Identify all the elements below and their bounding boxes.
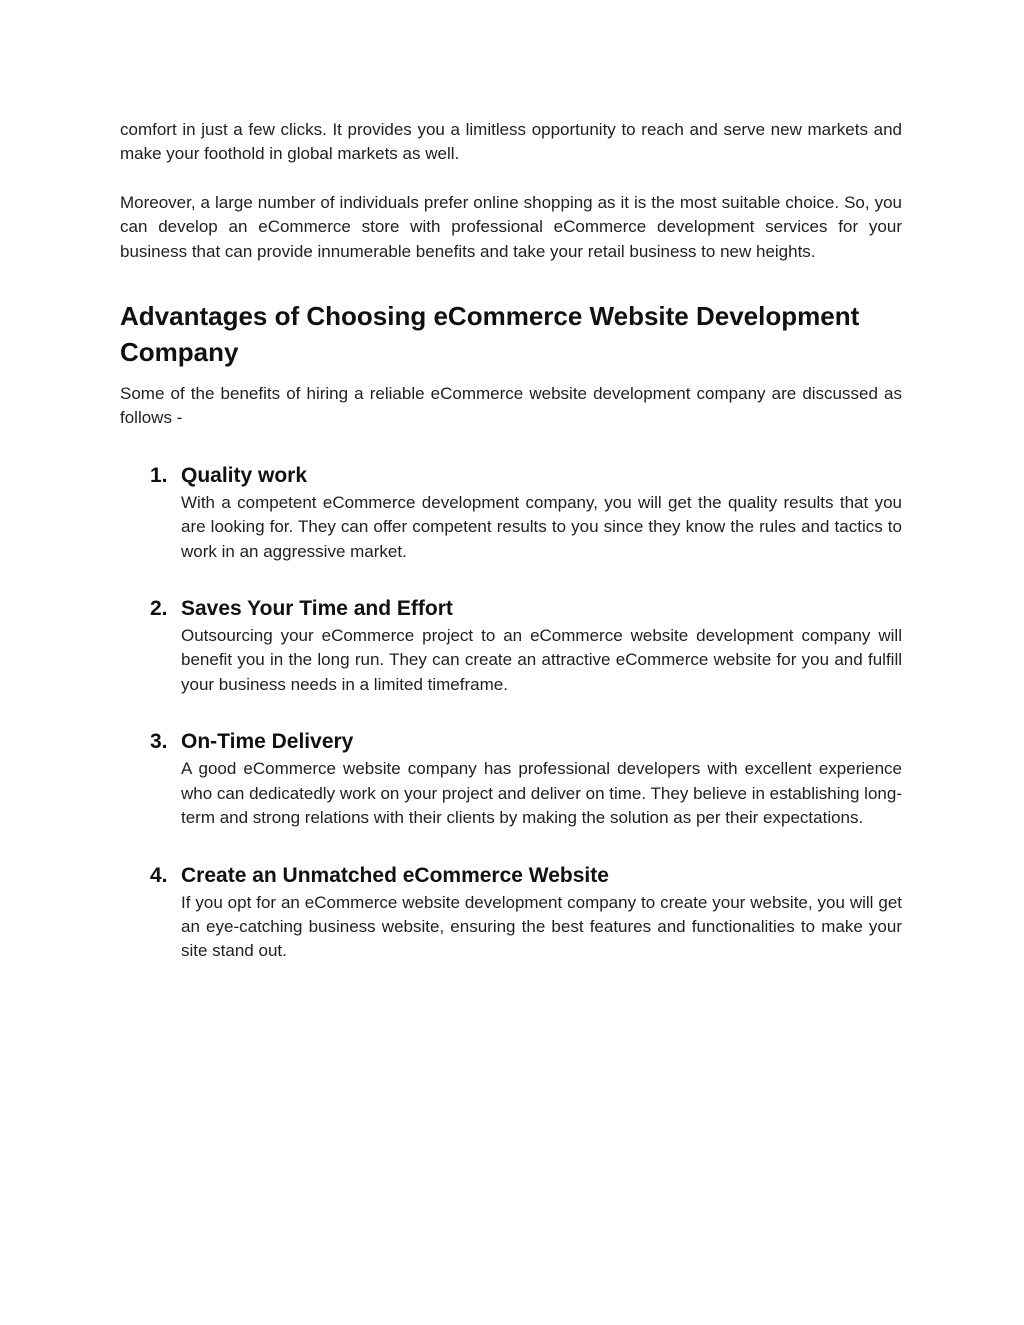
body-paragraph: comfort in just a few clicks. It provides you a limitless opportunity to reach and serve new markets and make your foothold in global markets as well. bbox=[120, 120, 902, 164]
section-heading: Advantages of Choosing eCommerce Website Development Company bbox=[120, 301, 860, 368]
body-paragraph: Moreover, a large number of individuals prefer online shopping as it is the most suitable choice. So, you can develop an eCommerce store with professional eCommerce development services for your business that can provide innumerable benefits and take your retail business to new heights. bbox=[120, 192, 902, 261]
item-number: 3. bbox=[150, 730, 168, 754]
item-text: Outsourcing your eCommerce project to an eCommerce website development company will benefit you in the long run. They can create an attractive eCommerce website for you and fulfill your business needs in a limited timeframe. bbox=[181, 626, 902, 694]
list-item bbox=[120, 861, 902, 964]
section-intro: Some of the benefits of hiring a reliable eCommerce website development company are discussed as follows - bbox=[120, 384, 902, 428]
item-title: Saves Your Time and Effort bbox=[181, 597, 453, 621]
item-title: On-Time Delivery bbox=[181, 730, 354, 754]
document-page bbox=[120, 118, 902, 964]
item-text: If you opt for an eCommerce website development company to create your website, you will get an eye-catching business website, ensuring the best features and functionalities to make your site stand out. bbox=[181, 892, 902, 961]
list-item bbox=[120, 594, 902, 697]
item-text: With a competent eCommerce development company, you will get the quality results that you are looking for. They can offer competent results to you since they know the rules and tactics to work in an aggressive market. bbox=[181, 492, 902, 561]
item-title: Create an Unmatched eCommerce Website bbox=[181, 863, 609, 887]
list-item bbox=[120, 727, 902, 830]
item-number: 2. bbox=[150, 597, 168, 621]
item-text: A good eCommerce website company has professional developers with excellent experience who can dedicatedly work on your project and deliver on time. They believe in establishing long-term and strong relations with their clients by making the solution as per their expectations. bbox=[181, 759, 902, 828]
item-title: Quality work bbox=[181, 463, 308, 487]
benefits-list bbox=[120, 461, 902, 964]
item-number: 1. bbox=[150, 463, 168, 487]
item-number: 4. bbox=[150, 863, 168, 887]
list-item bbox=[120, 461, 902, 564]
